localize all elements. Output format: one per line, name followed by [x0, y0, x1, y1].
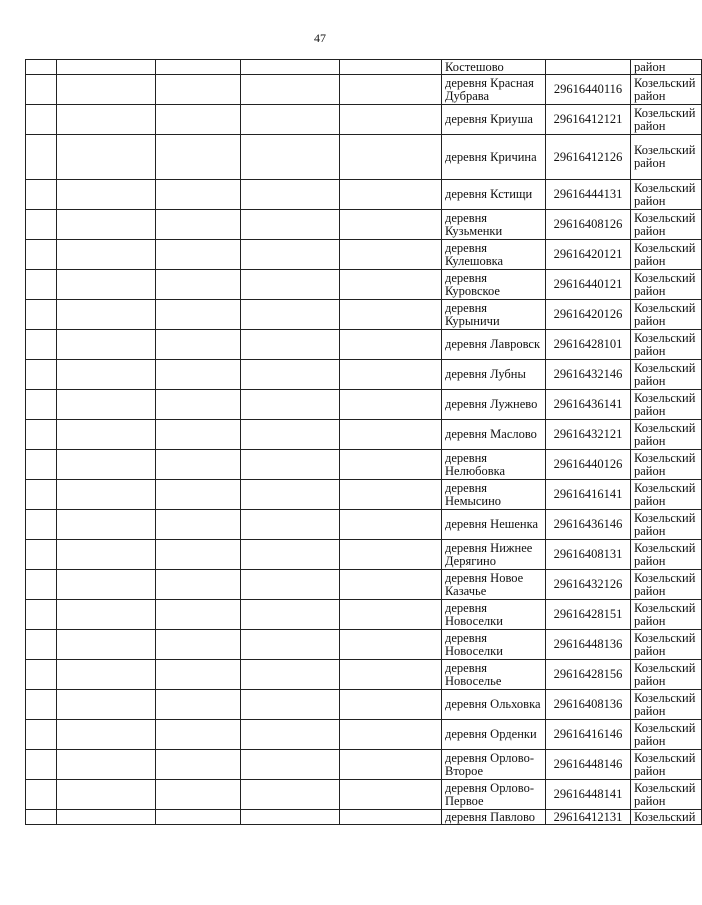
empty-cell: [26, 540, 57, 570]
table-row: [26, 810, 702, 825]
empty-cell: [241, 450, 340, 480]
settlement-name-cell: деревня Новое Казачье: [442, 570, 546, 600]
table-row: [26, 570, 702, 600]
empty-cell: [156, 540, 241, 570]
empty-cell: [241, 720, 340, 750]
empty-cell: [340, 540, 442, 570]
empty-cell: [340, 60, 442, 75]
settlement-name-cell: деревня Маслово: [442, 420, 546, 450]
empty-cell: [26, 750, 57, 780]
empty-cell: [156, 720, 241, 750]
district-cell: Козельский район: [631, 480, 702, 510]
oktmo-code-cell: 29616412131: [546, 810, 631, 825]
empty-cell: [26, 390, 57, 420]
empty-cell: [26, 480, 57, 510]
empty-cell: [57, 240, 156, 270]
district-cell: Козельский район: [631, 510, 702, 540]
table-row: [26, 360, 702, 390]
empty-cell: [57, 600, 156, 630]
empty-cell: [156, 780, 241, 810]
empty-cell: [156, 210, 241, 240]
table-row: [26, 75, 702, 105]
empty-cell: [57, 270, 156, 300]
empty-cell: [26, 780, 57, 810]
empty-cell: [26, 570, 57, 600]
empty-cell: [340, 210, 442, 240]
oktmo-code-cell: 29616412121: [546, 105, 631, 135]
table-body: [26, 60, 702, 825]
empty-cell: [26, 330, 57, 360]
empty-cell: [156, 60, 241, 75]
district-cell: Козельский район: [631, 600, 702, 630]
empty-cell: [26, 75, 57, 105]
table-row: [26, 690, 702, 720]
oktmo-code-cell: 29616432121: [546, 420, 631, 450]
empty-cell: [57, 210, 156, 240]
settlement-name-cell: деревня Ольховка: [442, 690, 546, 720]
empty-cell: [57, 780, 156, 810]
empty-cell: [241, 630, 340, 660]
empty-cell: [156, 300, 241, 330]
oktmo-code-cell: 29616444131: [546, 180, 631, 210]
table-row: [26, 180, 702, 210]
empty-cell: [26, 720, 57, 750]
empty-cell: [26, 510, 57, 540]
oktmo-code-cell: 29616408131: [546, 540, 631, 570]
settlement-name-cell: деревня Орлово-Второе: [442, 750, 546, 780]
empty-cell: [241, 240, 340, 270]
empty-cell: [26, 690, 57, 720]
empty-cell: [241, 105, 340, 135]
empty-cell: [57, 60, 156, 75]
empty-cell: [57, 510, 156, 540]
empty-cell: [26, 210, 57, 240]
settlement-name-cell: деревня Павлово: [442, 810, 546, 825]
empty-cell: [57, 390, 156, 420]
empty-cell: [57, 750, 156, 780]
table-row: [26, 450, 702, 480]
empty-cell: [26, 270, 57, 300]
empty-cell: [241, 210, 340, 240]
district-cell: Козельский район: [631, 135, 702, 180]
empty-cell: [241, 600, 340, 630]
oktmo-code-cell: 29616408126: [546, 210, 631, 240]
empty-cell: [156, 270, 241, 300]
settlement-name-cell: деревня Лавровск: [442, 330, 546, 360]
empty-cell: [241, 420, 340, 450]
empty-cell: [156, 750, 241, 780]
empty-cell: [241, 510, 340, 540]
table-row: [26, 210, 702, 240]
empty-cell: [241, 570, 340, 600]
settlement-name-cell: деревня Нешенка: [442, 510, 546, 540]
empty-cell: [340, 510, 442, 540]
table-row: [26, 135, 702, 180]
empty-cell: [241, 780, 340, 810]
empty-cell: [241, 690, 340, 720]
table-row: [26, 240, 702, 270]
settlement-name-cell: деревня Новоселье: [442, 660, 546, 690]
district-cell: Козельский: [631, 810, 702, 825]
oktmo-code-cell: 29616448136: [546, 630, 631, 660]
empty-cell: [340, 720, 442, 750]
empty-cell: [57, 630, 156, 660]
empty-cell: [340, 75, 442, 105]
empty-cell: [156, 660, 241, 690]
empty-cell: [26, 105, 57, 135]
empty-cell: [156, 75, 241, 105]
empty-cell: [340, 135, 442, 180]
empty-cell: [156, 105, 241, 135]
oktmo-code-cell: 29616436146: [546, 510, 631, 540]
oktmo-code-cell: 29616428101: [546, 330, 631, 360]
district-cell: Козельский район: [631, 660, 702, 690]
oktmo-code-cell: 29616440121: [546, 270, 631, 300]
oktmo-code-cell: 29616428151: [546, 600, 631, 630]
settlement-name-cell: деревня Кстищи: [442, 180, 546, 210]
oktmo-code-cell: 29616448146: [546, 750, 631, 780]
settlement-name-cell: Костешово: [442, 60, 546, 75]
oktmo-code-cell: 29616428156: [546, 660, 631, 690]
empty-cell: [340, 750, 442, 780]
table-row: [26, 780, 702, 810]
oktmo-code-cell: 29616416146: [546, 720, 631, 750]
settlement-name-cell: деревня Нижнее Дерягино: [442, 540, 546, 570]
empty-cell: [57, 480, 156, 510]
settlement-name-cell: деревня Криуша: [442, 105, 546, 135]
empty-cell: [340, 180, 442, 210]
empty-cell: [57, 360, 156, 390]
empty-cell: [340, 240, 442, 270]
empty-cell: [156, 510, 241, 540]
oktmo-code-cell: 29616440116: [546, 75, 631, 105]
oktmo-code-cell: 29616440126: [546, 450, 631, 480]
empty-cell: [156, 810, 241, 825]
table-row: [26, 300, 702, 330]
table-row: [26, 750, 702, 780]
district-cell: Козельский район: [631, 270, 702, 300]
oktmo-code-cell: 29616420121: [546, 240, 631, 270]
district-cell: Козельский район: [631, 240, 702, 270]
empty-cell: [340, 105, 442, 135]
empty-cell: [241, 360, 340, 390]
empty-cell: [241, 660, 340, 690]
oktmo-code-cell: 29616408136: [546, 690, 631, 720]
settlement-name-cell: деревня Красная Дубрава: [442, 75, 546, 105]
settlement-name-cell: деревня Курыничи: [442, 300, 546, 330]
district-cell: Козельский район: [631, 450, 702, 480]
table-row: [26, 390, 702, 420]
settlements-table: [25, 59, 702, 825]
settlement-name-cell: деревня Немысино: [442, 480, 546, 510]
empty-cell: [156, 135, 241, 180]
empty-cell: [57, 180, 156, 210]
empty-cell: [156, 630, 241, 660]
oktmo-code-cell: [546, 60, 631, 75]
empty-cell: [241, 750, 340, 780]
oktmo-code-cell: 29616436141: [546, 390, 631, 420]
empty-cell: [241, 330, 340, 360]
table-row: [26, 420, 702, 450]
oktmo-code-cell: 29616412126: [546, 135, 631, 180]
empty-cell: [241, 135, 340, 180]
empty-cell: [241, 180, 340, 210]
empty-cell: [156, 180, 241, 210]
settlement-name-cell: деревня Лужнево: [442, 390, 546, 420]
oktmo-code-cell: 29616448141: [546, 780, 631, 810]
table-row: [26, 540, 702, 570]
empty-cell: [340, 780, 442, 810]
settlement-name-cell: деревня Нелюбовка: [442, 450, 546, 480]
district-cell: Козельский район: [631, 180, 702, 210]
empty-cell: [57, 690, 156, 720]
empty-cell: [57, 330, 156, 360]
settlement-name-cell: деревня Орденки: [442, 720, 546, 750]
district-cell: Козельский район: [631, 300, 702, 330]
empty-cell: [340, 480, 442, 510]
empty-cell: [57, 570, 156, 600]
settlement-name-cell: деревня Кулешовка: [442, 240, 546, 270]
settlement-name-cell: деревня Кузьменки: [442, 210, 546, 240]
district-cell: Козельский район: [631, 360, 702, 390]
empty-cell: [241, 810, 340, 825]
empty-cell: [156, 450, 241, 480]
empty-cell: [57, 105, 156, 135]
empty-cell: [26, 60, 57, 75]
district-cell: Козельский район: [631, 570, 702, 600]
empty-cell: [26, 300, 57, 330]
empty-cell: [340, 360, 442, 390]
empty-cell: [57, 540, 156, 570]
empty-cell: [57, 660, 156, 690]
empty-cell: [26, 660, 57, 690]
empty-cell: [57, 810, 156, 825]
table-row: [26, 510, 702, 540]
district-cell: район: [631, 60, 702, 75]
empty-cell: [26, 630, 57, 660]
empty-cell: [156, 600, 241, 630]
empty-cell: [57, 450, 156, 480]
empty-cell: [26, 810, 57, 825]
table-row: [26, 630, 702, 660]
district-cell: Козельский район: [631, 390, 702, 420]
district-cell: Козельский район: [631, 105, 702, 135]
oktmo-code-cell: 29616432146: [546, 360, 631, 390]
empty-cell: [241, 300, 340, 330]
table-row: [26, 105, 702, 135]
empty-cell: [26, 240, 57, 270]
empty-cell: [26, 135, 57, 180]
empty-cell: [57, 75, 156, 105]
empty-cell: [57, 135, 156, 180]
empty-cell: [241, 75, 340, 105]
empty-cell: [156, 420, 241, 450]
empty-cell: [26, 450, 57, 480]
empty-cell: [340, 450, 442, 480]
empty-cell: [340, 330, 442, 360]
empty-cell: [156, 330, 241, 360]
empty-cell: [26, 600, 57, 630]
settlement-name-cell: деревня Новоселки: [442, 600, 546, 630]
settlement-name-cell: деревня Куровское: [442, 270, 546, 300]
empty-cell: [340, 630, 442, 660]
empty-cell: [57, 720, 156, 750]
settlement-name-cell: деревня Лубны: [442, 360, 546, 390]
empty-cell: [340, 600, 442, 630]
table-row: [26, 330, 702, 360]
table-row: [26, 720, 702, 750]
district-cell: Козельский район: [631, 720, 702, 750]
empty-cell: [156, 240, 241, 270]
empty-cell: [156, 390, 241, 420]
empty-cell: [340, 690, 442, 720]
table-row: [26, 600, 702, 630]
empty-cell: [241, 60, 340, 75]
empty-cell: [156, 570, 241, 600]
empty-cell: [340, 390, 442, 420]
empty-cell: [340, 660, 442, 690]
empty-cell: [241, 390, 340, 420]
settlement-name-cell: деревня Кричина: [442, 135, 546, 180]
oktmo-code-cell: 29616432126: [546, 570, 631, 600]
empty-cell: [241, 270, 340, 300]
empty-cell: [57, 300, 156, 330]
district-cell: Козельский район: [631, 690, 702, 720]
empty-cell: [57, 420, 156, 450]
empty-cell: [26, 420, 57, 450]
empty-cell: [340, 570, 442, 600]
empty-cell: [156, 480, 241, 510]
district-cell: Козельский район: [631, 780, 702, 810]
table-row: [26, 660, 702, 690]
oktmo-code-cell: 29616416141: [546, 480, 631, 510]
table-row: [26, 270, 702, 300]
empty-cell: [26, 180, 57, 210]
district-cell: Козельский район: [631, 210, 702, 240]
empty-cell: [26, 360, 57, 390]
empty-cell: [340, 810, 442, 825]
district-cell: Козельский район: [631, 630, 702, 660]
empty-cell: [340, 420, 442, 450]
settlement-name-cell: деревня Новоселки: [442, 630, 546, 660]
empty-cell: [340, 300, 442, 330]
table-row: [26, 60, 702, 75]
table-row: [26, 480, 702, 510]
empty-cell: [241, 480, 340, 510]
district-cell: Козельский район: [631, 330, 702, 360]
district-cell: Козельский район: [631, 750, 702, 780]
district-cell: Козельский район: [631, 540, 702, 570]
district-cell: Козельский район: [631, 75, 702, 105]
page-number: 47: [314, 31, 326, 45]
empty-cell: [241, 540, 340, 570]
district-cell: Козельский район: [631, 420, 702, 450]
empty-cell: [156, 690, 241, 720]
empty-cell: [340, 270, 442, 300]
settlement-name-cell: деревня Орлово-Первое: [442, 780, 546, 810]
empty-cell: [156, 360, 241, 390]
oktmo-code-cell: 29616420126: [546, 300, 631, 330]
